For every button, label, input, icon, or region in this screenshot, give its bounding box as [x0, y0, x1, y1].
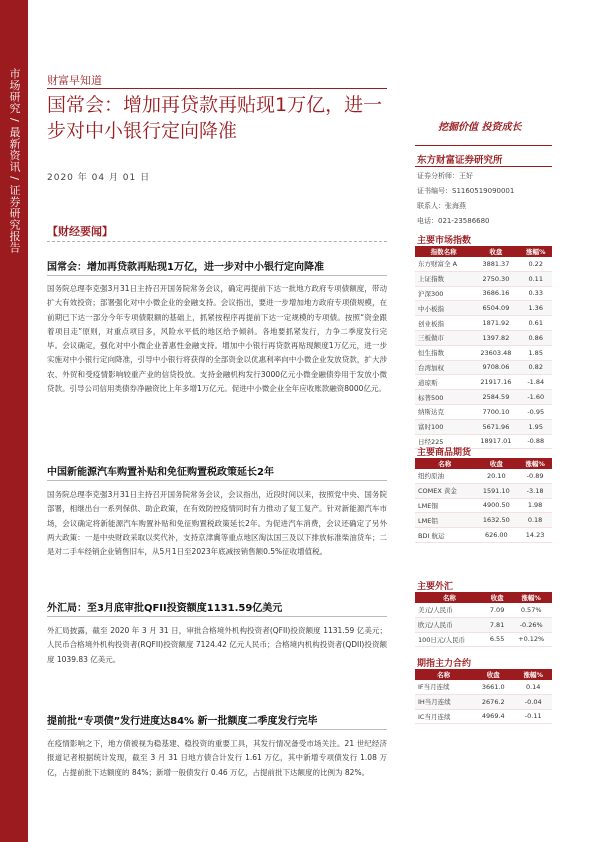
cell-change: 1.98 — [518, 498, 552, 513]
cell-change: 0.82 — [519, 360, 552, 375]
cell-change: 0.57% — [510, 603, 552, 617]
heading-divider — [47, 275, 387, 276]
cell-change: 0.33 — [519, 286, 552, 301]
tag-divider — [47, 241, 387, 242]
column-header: 名称 — [415, 669, 472, 680]
table-row — [415, 360, 552, 375]
cell-name: 欧元/人民币 — [415, 617, 484, 632]
news-heading-4: 提前批“专项债”发行进度达84% 新一批额度二季度发行完毕 — [47, 716, 318, 727]
cell-close: 7.09 — [484, 603, 511, 617]
cell-change: -1.60 — [519, 390, 552, 405]
table-row — [415, 483, 552, 498]
cell-name: 美元/人民币 — [415, 603, 484, 617]
cell-change: 1.95 — [519, 419, 552, 434]
table-row — [415, 498, 552, 513]
cell-change: -0.95 — [519, 404, 552, 419]
institution-top-rule — [415, 145, 552, 146]
index-futures-table — [415, 669, 552, 724]
table-row — [415, 617, 552, 632]
contact-phone: 电话：021-23586680 — [417, 217, 490, 225]
table-row — [415, 469, 552, 483]
analyst-name: 证券分析师：王好 — [417, 172, 473, 180]
column-header: 名称 — [415, 458, 475, 469]
table-row — [415, 286, 552, 301]
cell-name: 上证指数 — [415, 271, 472, 286]
sidebar-band — [0, 0, 28, 842]
table-row — [415, 375, 552, 390]
cell-change: 0.86 — [519, 330, 552, 345]
cell-change: 1.85 — [519, 345, 552, 360]
cell-name: BDI 航运 — [415, 528, 475, 543]
cell-name: IH当月连续 — [415, 694, 472, 709]
commodity-table-title: 主要商品期货 — [417, 448, 472, 458]
cell-close: 3881.37 — [472, 257, 519, 271]
table-row — [415, 257, 552, 271]
cell-change: 0.14 — [514, 680, 552, 694]
column-header: 收盘 — [472, 246, 519, 257]
column-header: 收盘 — [475, 458, 519, 469]
cell-name: 台湾加权 — [415, 360, 472, 375]
table-row — [415, 632, 552, 647]
table-row — [415, 513, 552, 528]
slogan: 挖掘价值 投资成长 — [438, 122, 522, 133]
cell-change: -1.84 — [519, 375, 552, 390]
cell-change: 14.23 — [518, 528, 552, 543]
column-header: 涨幅% — [519, 246, 552, 257]
cell-close: 2676.2 — [472, 694, 514, 709]
cell-name: 沪深300 — [415, 286, 472, 301]
cell-close: 2750.30 — [472, 271, 519, 286]
table-row — [415, 694, 552, 709]
section-tag: 【财经要闻】 — [47, 225, 113, 238]
table-row — [415, 330, 552, 345]
table-row — [415, 528, 552, 543]
cell-name: IF当月连续 — [415, 680, 472, 694]
heading-divider — [47, 729, 387, 730]
column-header: 名称 — [415, 592, 484, 603]
column-header: 收盘 — [484, 592, 511, 603]
table-row — [415, 301, 552, 316]
cell-close: 4900.50 — [475, 498, 519, 513]
news-heading-3: 外汇局：至3月底审批QFII投资额度1131.59亿美元 — [47, 603, 283, 614]
cert-number: 证书编号：S1160519090001 — [417, 187, 515, 195]
cell-close: 1871.92 — [472, 316, 519, 331]
cell-close: 21917.16 — [472, 375, 519, 390]
cell-name: 纽约原油 — [415, 469, 475, 483]
cell-close: 6.55 — [484, 632, 511, 647]
table-row — [415, 271, 552, 286]
cell-close: 18917.01 — [472, 434, 519, 449]
cell-close: 7700.10 — [472, 404, 519, 419]
sidebar-label: 市场研究 / 最新资讯 / 证券研究报告 — [8, 68, 21, 254]
table-row — [415, 390, 552, 405]
cell-name: LME铜 — [415, 498, 475, 513]
futures-table-title: 期指主力合约 — [417, 659, 472, 669]
heading-divider — [47, 480, 387, 481]
cell-name: 东方财富全 A — [415, 257, 472, 271]
cell-change: -0.88 — [519, 434, 552, 449]
cell-close: 3686.16 — [472, 286, 519, 301]
table-row — [415, 316, 552, 331]
cell-change: 1.36 — [519, 301, 552, 316]
cell-change: -0.04 — [514, 694, 552, 709]
cell-name: 富时100 — [415, 419, 472, 434]
cell-change: -0.11 — [514, 709, 552, 724]
cell-name: 恒生指数 — [415, 345, 472, 360]
column-header: 涨幅% — [510, 592, 552, 603]
table-row — [415, 345, 552, 360]
cell-name: 日经225 — [415, 434, 472, 449]
heading-divider — [47, 616, 387, 617]
cell-change: -3.18 — [518, 483, 552, 498]
cell-change: 0.18 — [518, 513, 552, 528]
contact-person: 联系人：张海燕 — [417, 202, 466, 210]
table-row — [415, 404, 552, 419]
cell-close: 4969.4 — [472, 709, 514, 724]
cell-name: 道琼斯 — [415, 375, 472, 390]
table-row — [415, 680, 552, 694]
table-row — [415, 709, 552, 724]
brand-label: 财富早知道 — [47, 74, 102, 87]
cell-close: 7.81 — [484, 617, 511, 632]
cell-close: 2584.59 — [472, 390, 519, 405]
cell-name: 创业板指 — [415, 316, 472, 331]
cell-name: 中小板指 — [415, 301, 472, 316]
cell-close: 6504.09 — [472, 301, 519, 316]
institution-name: 东方财富证券研究所 — [417, 155, 503, 166]
news-body-1: 国务院总理李克强3月31日主持召开国务院常务会议，确定再提前下达一批地方政府专项债额度，带动扩大有效投资；部署强化对中小微企业的金融支持。会议指出，要进一步增加地方政府专项债规模，在前期已下达一部分今年专项债限额的基础上，抓紧按程序再提前下达一定规模的专项债。按照“资金跟着项目走”原则，对重点项目多，风险水平低的地区给予倾斜。各地要抓紧发行，力争二季度发行完毕。会议确定，强化对中小微企业普惠性金融支持。增加中小银行再贷款再贴现额度1万亿元，进一步实施对中小银行定向降准，引导中小银行将获得的全部资金以优惠利率向中小微企业发放贷款，扩大涉农、外贸和受疫情影响较重产业的信贷投放。支持金融机构发行3000亿元小微金融债券用于发放小微贷款。引导公司信用类债券净融资比上年多增1万亿元。促进中小微企业全年应收账款融资8000亿元。 — [47, 284, 387, 394]
column-header: 涨幅% — [518, 458, 552, 469]
brand-divider — [47, 88, 387, 89]
cell-close: 20.10 — [475, 469, 519, 483]
fx-table-title: 主要外汇 — [417, 582, 454, 592]
cell-close: 1591.10 — [475, 483, 519, 498]
news-heading-1: 国常会：增加再贷款再贴现1万亿，进一步对中小银行定向降准 — [47, 262, 324, 273]
cell-name: 纳斯达克 — [415, 404, 472, 419]
cell-close: 626.00 — [475, 528, 519, 543]
news-body-4: 在疫情影响之下，地方债被视为稳基建、稳投资的重要工具，其发行情况备受市场关注。21 世纪经济报道记者根据统计发现，截至 3 月 31 日地方债合计发行 1.61 万亿，其中新增专项债发行 1.08 万亿，占提前批下达额度的 84%；新增一般债发行 0.46 万亿，占提前批下达额度的比例为 82%。 — [47, 739, 387, 777]
news-heading-2: 中国新能源汽车购置补贴和免征购置税政策延长2年 — [47, 467, 274, 478]
cell-name: COMEX 黄金 — [415, 483, 475, 498]
column-header: 收盘 — [472, 669, 514, 680]
cell-change: -0.26% — [510, 617, 552, 632]
cell-close: 5671.96 — [472, 419, 519, 434]
news-body-3: 外汇局披露，截至 2020 年 3 月 31 日，审批合格境外机构投资者(QFII)投资额度 1131.59 亿美元；人民币合格境外机构投资者(RQFII)投资额度 7124.42 亿元人民币；合格境内机构投资者(QDII)投资额度 1039.83 亿美元。 — [47, 626, 387, 664]
cell-change: 0.11 — [519, 271, 552, 286]
cell-close: 9708.06 — [472, 360, 519, 375]
column-header: 涨幅% — [514, 669, 552, 680]
page-title: 国常会：增加再贷款再贴现1万亿，进一步对中小银行定向降准 — [47, 94, 383, 142]
report-date: 2020 年 04 月 01 日 — [47, 173, 151, 183]
cell-close: 3661.0 — [472, 680, 514, 694]
news-body-2: 国务院总理李克强3月31日主持召开国务院常务会议，会议指出，近段时间以来，按照党中央、国务院部署，相继出台一系列保供、助企政策，在有效防控疫情同时有力推动了复工复产。针对新能源汽车市场，会议确定将新能源汽车购置补贴和免征购置税政策延长2年。为促进汽车消费，会议还确定了另外两大政策：一是中央财政采取以奖代补，支持京津冀等重点地区淘汰国三及以下排放标准柴油货车；二是对二手车经销企业销售旧车，从5月1日至2023年底减按销售额0.5%征收增值税。 — [47, 490, 387, 557]
cell-close: 1397.82 — [472, 330, 519, 345]
fx-table — [415, 592, 552, 647]
cell-change: 0.22 — [519, 257, 552, 271]
cell-close: 1632.50 — [475, 513, 519, 528]
cell-name: 100日元/人民币 — [415, 632, 484, 647]
market-table-title: 主要市场指数 — [417, 236, 472, 246]
cell-name: 三板做市 — [415, 330, 472, 345]
cell-name: IC当月连续 — [415, 709, 472, 724]
table-row — [415, 603, 552, 617]
column-header: 指数名称 — [415, 246, 472, 257]
cell-change: -0.89 — [518, 469, 552, 483]
market-index-table — [415, 246, 552, 449]
cell-close: 23603.48 — [472, 345, 519, 360]
cell-change: +0.12% — [510, 632, 552, 647]
table-row — [415, 419, 552, 434]
institution-bottom-rule — [415, 166, 552, 167]
commodity-futures-table — [415, 458, 552, 543]
cell-name: 标普500 — [415, 390, 472, 405]
cell-change: 0.61 — [519, 316, 552, 331]
cell-name: LME铝 — [415, 513, 475, 528]
